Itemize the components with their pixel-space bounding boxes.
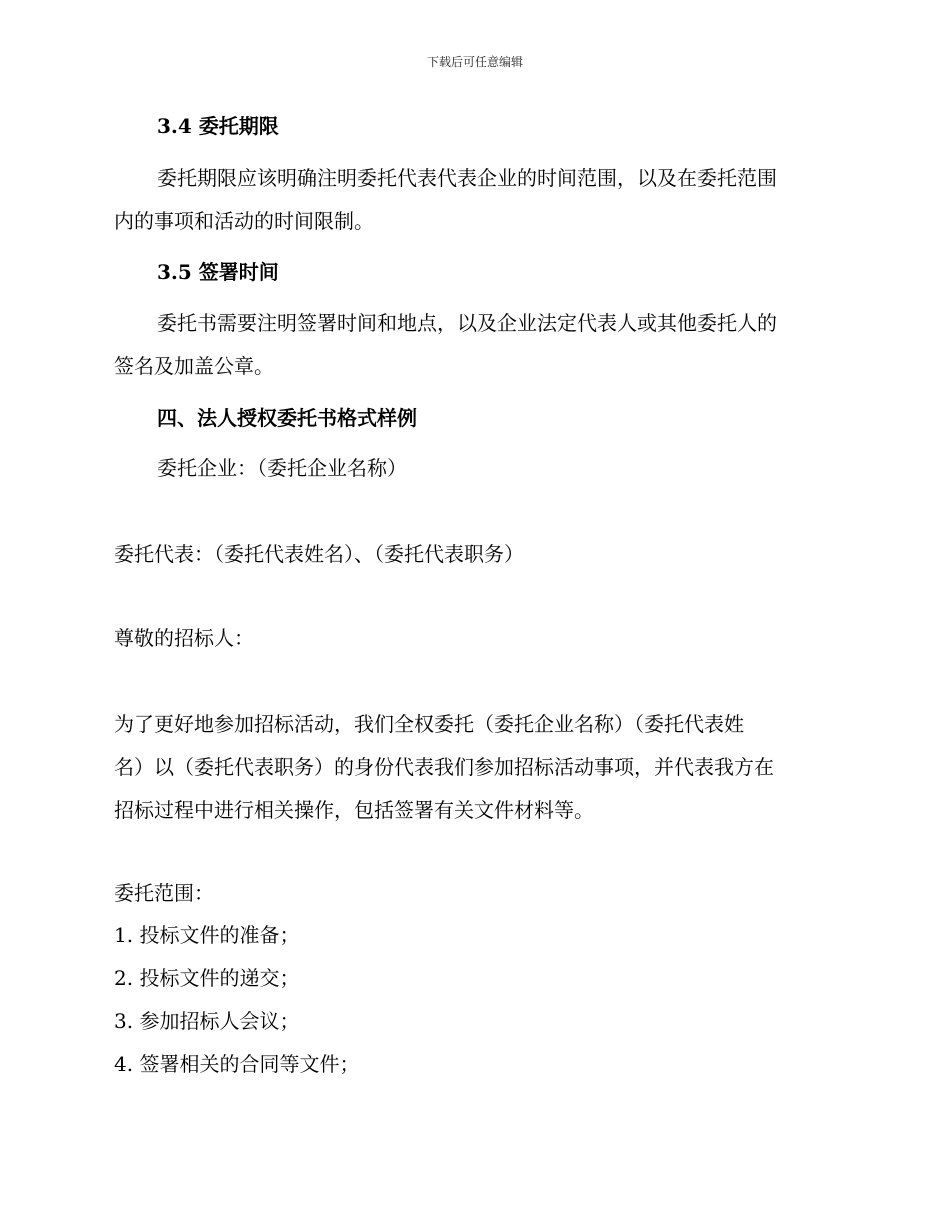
salutation-line: 尊敬的招标人： (114, 626, 254, 650)
representative-line: 委托代表：（委托代表姓名）、（委托代表职务） (114, 542, 524, 566)
page-header: 下载后可任意编辑 (426, 55, 523, 69)
scope-title: 委托范围： (114, 881, 214, 905)
letter-body (114, 703, 834, 832)
paragraph-line: 委托期限应该明确注明委托代表代表企业的时间范围，以及在委托范围 (157, 166, 777, 190)
body-line: 名）以（委托代表职务）的身份代表我们参加招标活动事项，并代表我方在 (114, 755, 774, 779)
list-item: 1. 投标文件的准备； (114, 923, 300, 947)
list-item: 3. 参加招标人会议； (114, 1009, 300, 1033)
section-heading-3-4: 3.4 委托期限 (157, 114, 279, 138)
entrusting-company-line: 委托企业：（委托企业名称） (157, 456, 407, 480)
paragraph-line: 内的事项和活动的时间限制。 (114, 209, 374, 233)
section-3-4-paragraph (114, 157, 834, 243)
list-item: 4. 签署相关的合同等文件； (114, 1052, 360, 1076)
paragraph-line: 委托书需要注明签署时间和地点，以及企业法定代表人或其他委托人的 (157, 311, 777, 335)
section-3-5-paragraph (114, 302, 834, 388)
body-line: 招标过程中进行相关操作，包括签署有关文件材料等。 (114, 798, 594, 822)
section-heading-4: 四、法人授权委托书格式样例 (157, 406, 417, 430)
scope-list (114, 914, 834, 1086)
list-item: 2. 投标文件的递交； (114, 966, 300, 990)
paragraph-line: 签名及加盖公章。 (114, 354, 274, 378)
body-line: 为了更好地参加招标活动，我们全权委托（委托企业名称）（委托代表姓 (114, 712, 744, 736)
section-heading-3-5: 3.5 签署时间 (157, 260, 279, 284)
